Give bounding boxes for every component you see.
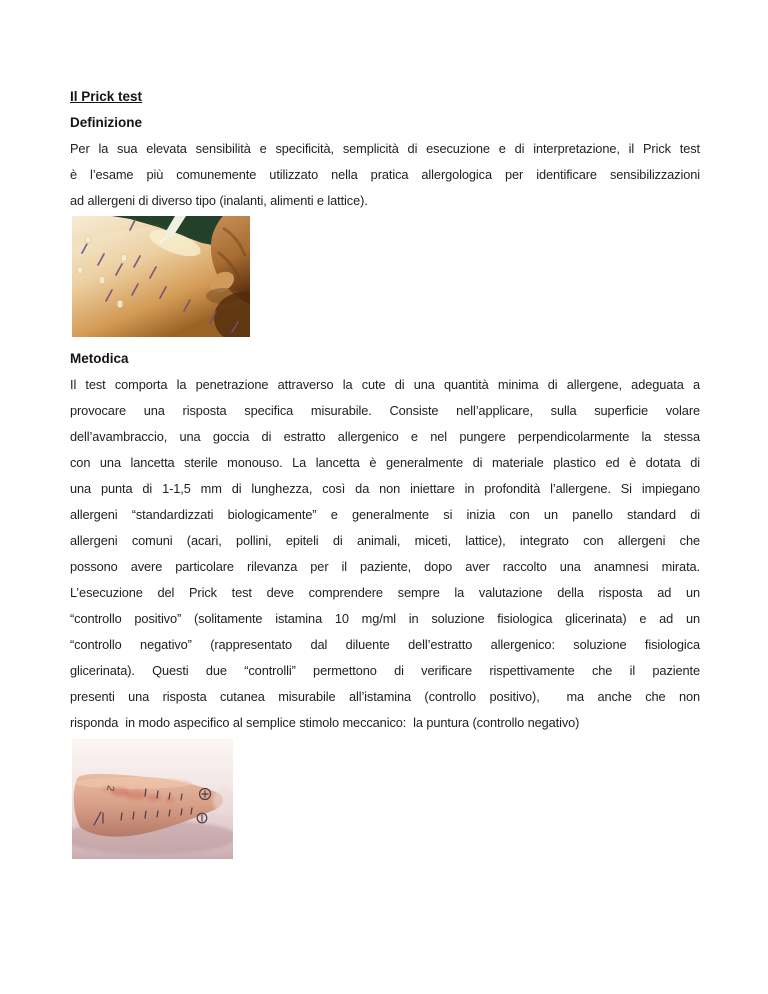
text-line: “controllo positivo” (solitamente istamina 10 mg/ml in soluzione fisiologica glicerinata) e ad un [70, 611, 700, 626]
figure-prick-test-procedure [72, 216, 250, 337]
paragraph-definizione [70, 136, 700, 214]
number-2-mark: 2 [104, 784, 116, 792]
figure-forearm-test-markings [72, 739, 233, 859]
heading-metodica: Metodica [70, 351, 129, 366]
prick-test-procedure-photo [72, 216, 250, 337]
text-line: Per la sua elevata sensibilità e specificità, semplicità di esecuzione e di interpretazione, il Prick test [70, 141, 700, 156]
text-line: L’esecuzione del Prick test deve comprendere sempre la valutazione della risposta ad un [70, 585, 700, 600]
text-line: risponda in modo aspecifico al semplice stimolo meccanico: la puntura (controllo negativo) [70, 715, 580, 730]
page-title: Il Prick test [70, 89, 143, 104]
paragraph-metodica [70, 372, 700, 736]
text-line: possono avere particolare rilevanza per il paziente, dopo aver raccolto una anamnesi mirata. [70, 559, 700, 574]
forearm-test-markings-photo [72, 739, 233, 859]
text-line: presenti una risposta cutanea misurabile all’istamina (controllo positivo), ma anche che non [70, 689, 700, 704]
text-line: ad allergeni di diverso tipo (inalanti, alimenti e lattice). [70, 193, 368, 208]
text-line: Il test comporta la penetrazione attraverso la cute di una quantità minima di allergene, adeguata a [70, 377, 700, 392]
text-line: allergeni “standardizzati biologicamente” e generalmente si inizia con un panello standard di [70, 507, 700, 522]
text-line: dell’avambraccio, una goccia di estratto allergenico e nel pungere perpendicolarmente la stessa [70, 429, 700, 444]
text-line: allergeni comuni (acari, pollini, epiteli di animali, miceti, lattice), integrato con allergeni che [70, 533, 700, 548]
text-line: glicerinata). Questi due “controlli” permettono di verificare rispettivamente che il paziente [70, 663, 700, 678]
text-line: “controllo negativo” (rappresentato dal diluente dell’estratto allergenico: soluzione fisiologica [70, 637, 700, 652]
heading-definizione: Definizione [70, 115, 143, 130]
text-line: provocare una risposta specifica misurabile. Consiste nell’applicare, sulla superficie volare [70, 403, 700, 418]
text-line: con una lancetta sterile monouso. La lancetta è generalmente di materiale plastico ed è dotata di [70, 455, 700, 470]
text-line: una punta di 1-1,5 mm di lunghezza, così da non iniettare in profondità l’allergene. Si impiegano [70, 481, 700, 496]
text-line: è l’esame più comunemente utilizzato nella pratica allergologica per identificare sensibilizzazioni [70, 167, 700, 182]
